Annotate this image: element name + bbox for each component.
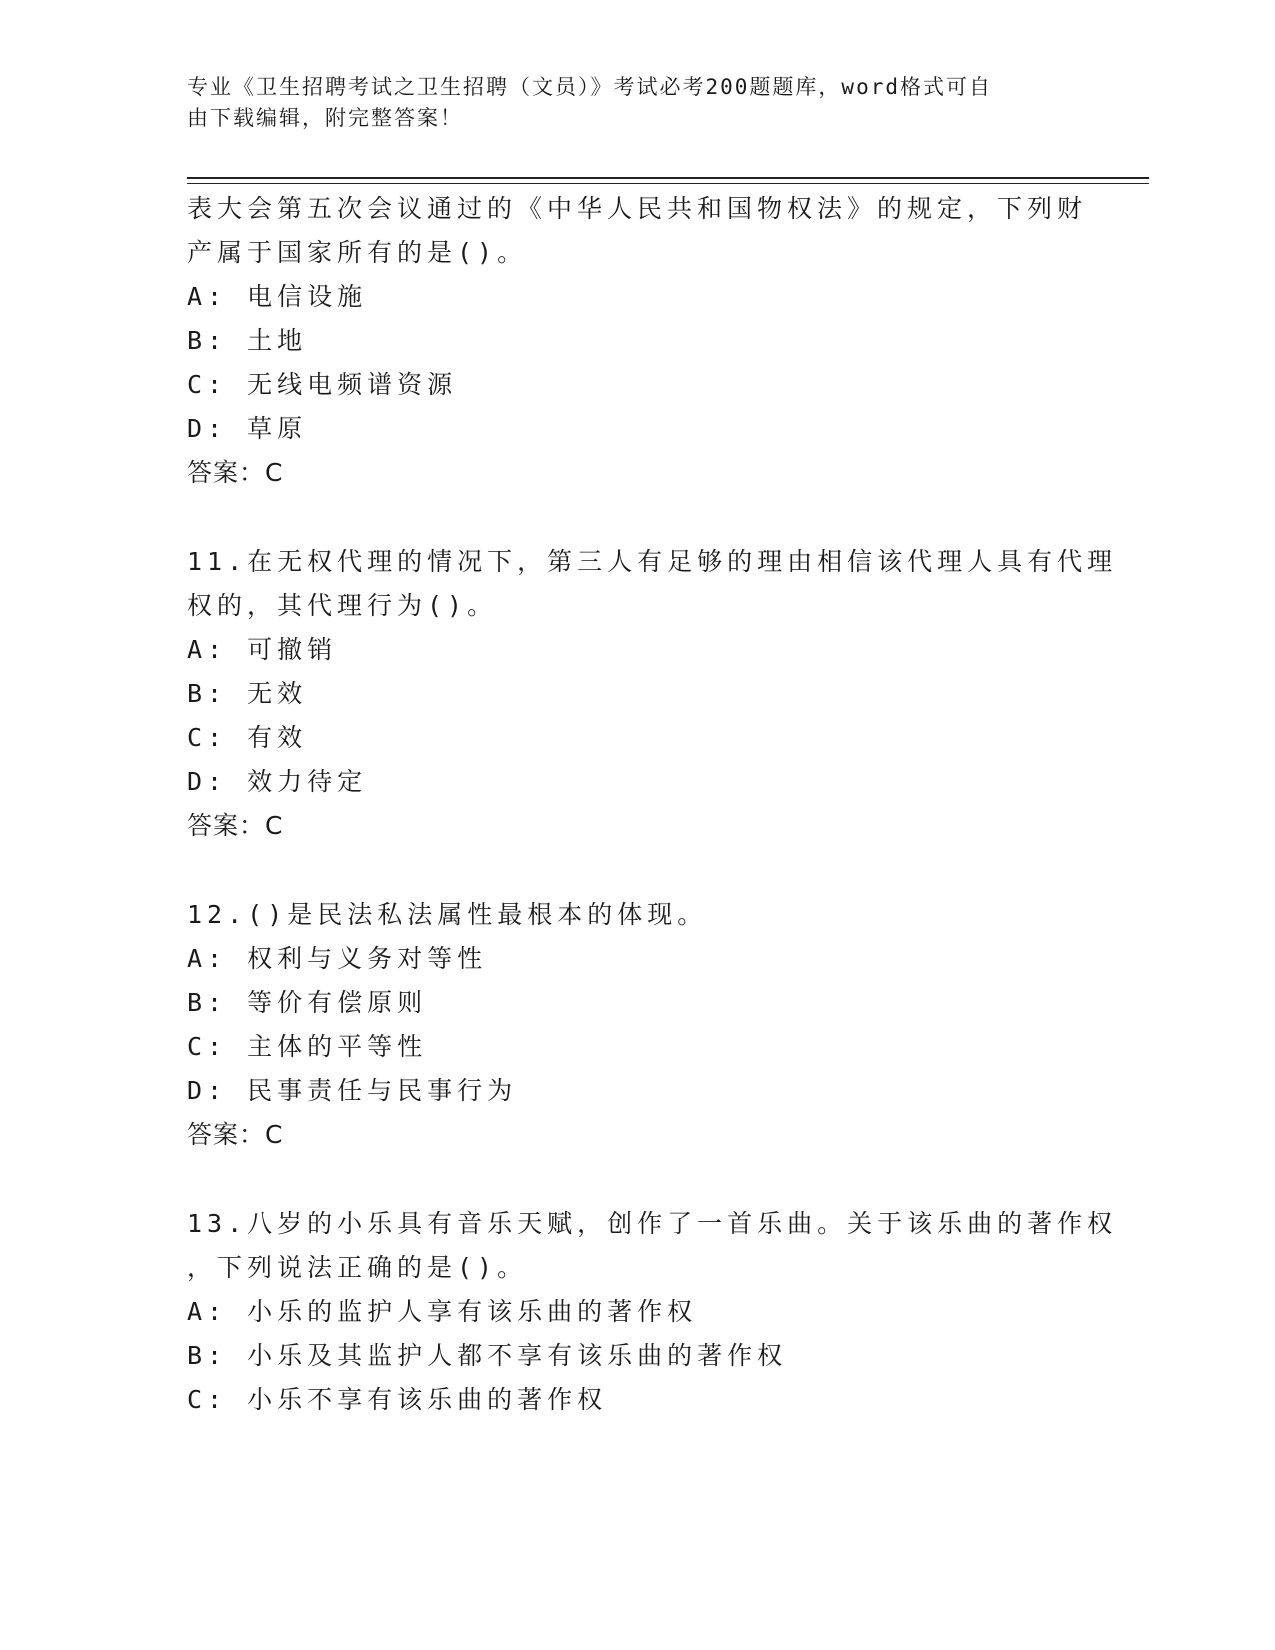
q13-stem-line-1: 13.八岁的小乐具有音乐天赋，创作了一首乐曲。关于该乐曲的著作权 bbox=[187, 1209, 1118, 1238]
q11-option-c: C: 有效 bbox=[187, 723, 308, 752]
q11-stem-line-2: 权的，其代理行为()。 bbox=[187, 591, 498, 620]
q11-option-a: A: 可撤销 bbox=[187, 635, 338, 664]
q10-option-d: D: 草原 bbox=[187, 414, 308, 443]
header-divider-thick bbox=[187, 177, 1149, 179]
q11-answer: 答案：C bbox=[187, 811, 284, 840]
q12-option-c: C: 主体的平等性 bbox=[187, 1032, 428, 1061]
q11-option-d: D: 效力待定 bbox=[187, 767, 368, 796]
q10-stem-line-1: 表大会第五次会议通过的《中华人民共和国物权法》的规定，下列财 bbox=[187, 194, 1088, 223]
q10-option-a: A: 电信设施 bbox=[187, 282, 368, 311]
q12-answer: 答案：C bbox=[187, 1120, 284, 1149]
header-divider-thin bbox=[187, 183, 1149, 184]
q13-option-c: C: 小乐不享有该乐曲的著作权 bbox=[187, 1385, 608, 1414]
q10-answer: 答案：C bbox=[187, 458, 284, 487]
q13-option-a: A: 小乐的监护人享有该乐曲的著作权 bbox=[187, 1297, 698, 1326]
q12-option-d: D: 民事责任与民事行为 bbox=[187, 1076, 518, 1105]
q10-option-c: C: 无线电频谱资源 bbox=[187, 370, 458, 399]
document-header bbox=[187, 72, 1077, 134]
q13-option-b: B: 小乐及其监护人都不享有该乐曲的著作权 bbox=[187, 1341, 788, 1370]
header-line-1: 专业《卫生招聘考试之卫生招聘（文员）》考试必考200题题库，word格式可自 bbox=[187, 75, 992, 99]
q10-stem-line-2: 产属于国家所有的是()。 bbox=[187, 238, 528, 267]
q10-option-b: B: 土地 bbox=[187, 326, 308, 355]
q12-stem-line-1: 12.()是民法私法属性最根本的体现。 bbox=[187, 900, 708, 929]
q12-option-a: A: 权利与义务对等性 bbox=[187, 944, 488, 973]
q12-option-b: B: 等价有偿原则 bbox=[187, 988, 428, 1017]
q11-stem-line-1: 11.在无权代理的情况下，第三人有足够的理由相信该代理人具有代理 bbox=[187, 547, 1118, 576]
q11-option-b: B: 无效 bbox=[187, 679, 308, 708]
q13-stem-line-2: ，下列说法正确的是()。 bbox=[187, 1253, 528, 1282]
header-line-2: 由下载编辑，附完整答案！ bbox=[187, 106, 463, 130]
